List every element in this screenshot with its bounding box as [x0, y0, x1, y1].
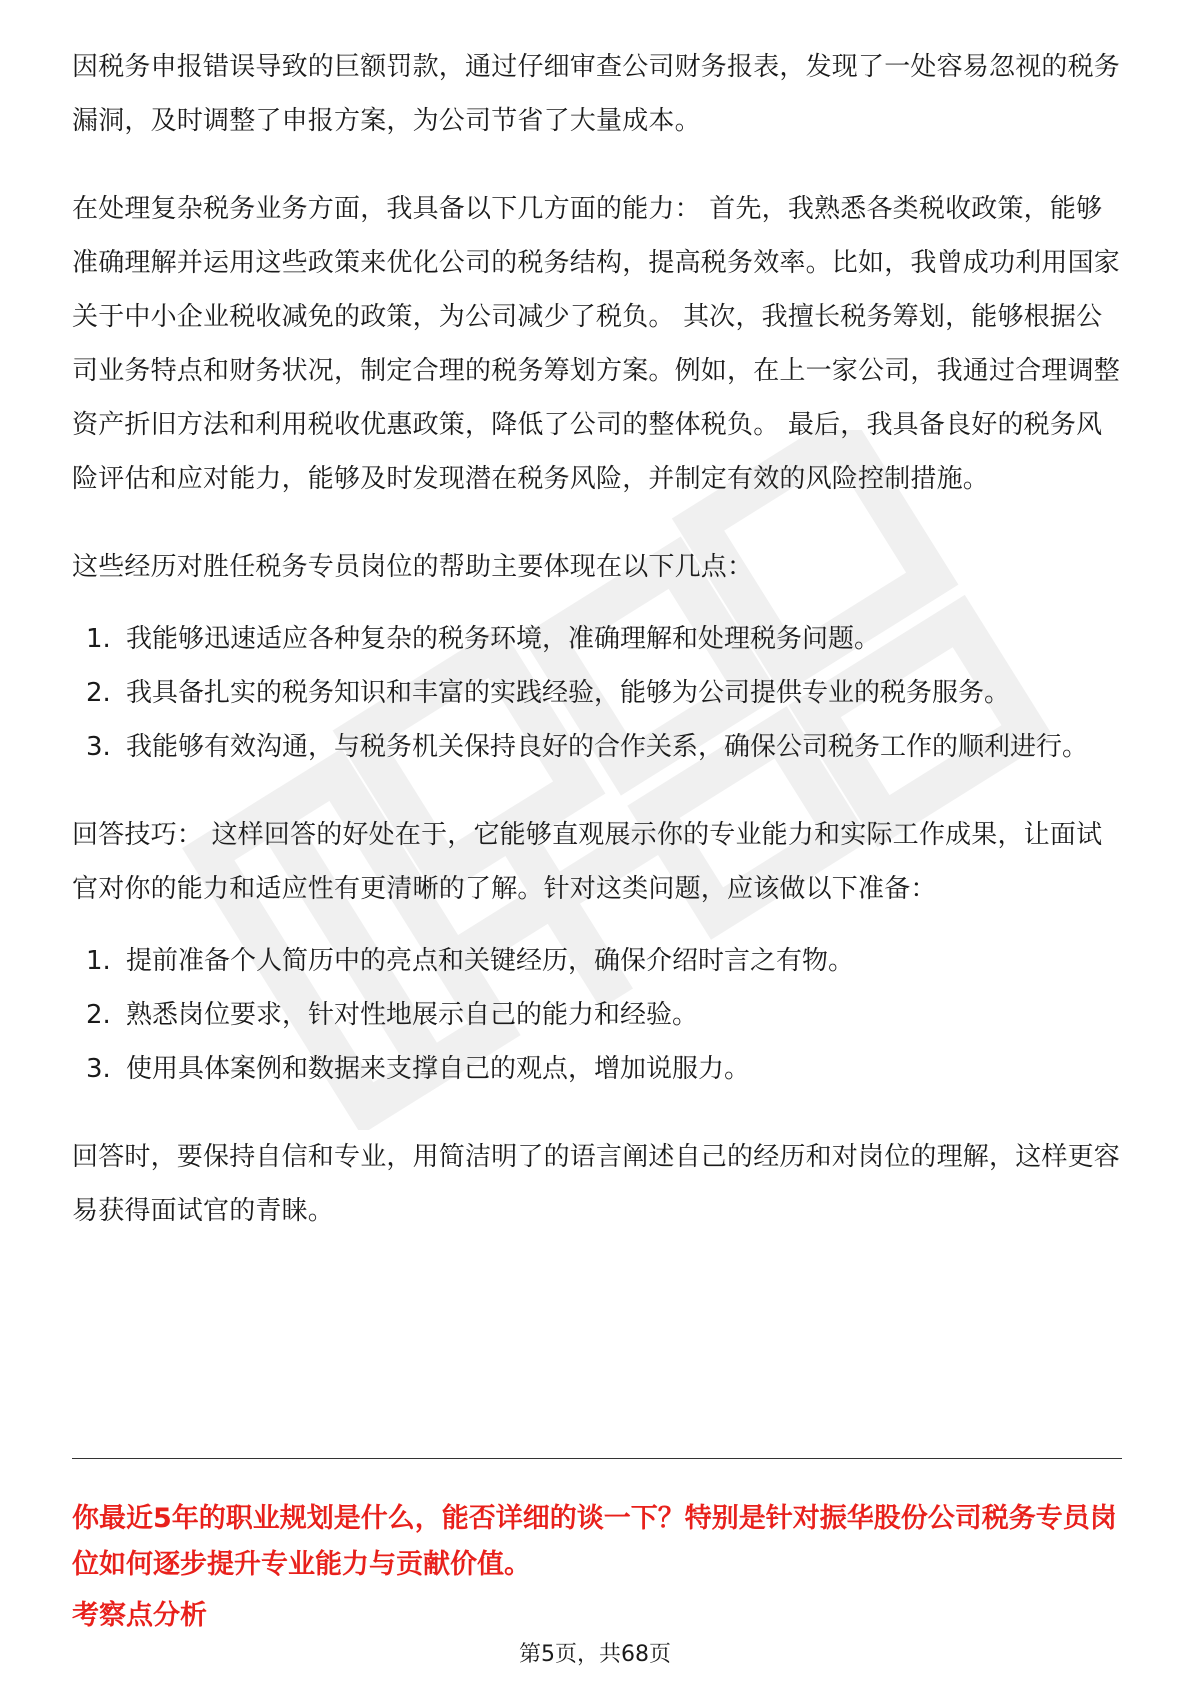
list-item: [72, 1042, 1122, 1096]
experience-benefit-list: [72, 612, 1122, 774]
list-item-text: 我能够有效沟通，与税务机关保持良好的合作关系，确保公司税务工作的顺利进行。: [126, 732, 1089, 762]
page-footer: 第5页，共68页: [519, 1642, 671, 1667]
document-body: [72, 40, 1122, 1272]
paragraph-answer-tips: 回答技巧： 这样回答的好处在于，它能够直观展示你的专业能力和实际工作成果，让面试官对你的能力和适应性有更清晰的了解。针对这类问题，应该做以下准备：: [72, 820, 1103, 904]
list-item: [72, 934, 1122, 988]
paragraph-abilities: 在处理复杂税务业务方面，我具备以下几方面的能力： 首先，我熟悉各类税收政策，能够准确理解并运用这些政策来优化公司的税务结构，提高税务效率。比如，我曾成功利用国家关于中小企业税收减免的政策，为公司减少了税负。 其次，我擅长税务筹划，能够根据公司业务特点和财务状况，制定合理的税务筹划方案。例如，在上一家公司，我通过合理调整资产折旧方法和利用税收优惠政策，降低了公司的整体税负。 最后，我具备良好的税务风险评估和应对能力，能够及时发现潜在税务风险，并制定有效的风险控制措施。: [72, 194, 1121, 494]
list-item: [72, 988, 1122, 1042]
interview-question: 你最近5年的职业规划是什么，能否详细的谈一下？特别是针对振华股份公司税务专员岗位如何逐步提升专业能力与贡献价值。: [72, 1503, 1117, 1580]
list-item: [72, 720, 1122, 774]
section-heading: 考察点分析: [72, 1600, 207, 1631]
paragraph-closing: 回答时，要保持自信和专业，用简洁明了的语言阐述自己的经历和对岗位的理解，这样更容易获得面试官的青睐。: [72, 1142, 1121, 1226]
list-number: 3.: [86, 732, 111, 762]
paragraph-experience-intro: 这些经历对胜任税务专员岗位的帮助主要体现在以下几点：: [72, 552, 754, 582]
list-number: 2.: [86, 1000, 111, 1030]
list-item: [72, 666, 1122, 720]
paragraph-tax-penalty: 因税务申报错误导致的巨额罚款，通过仔细审查公司财务报表，发现了一处容易忽视的税务漏洞，及时调整了申报方案，为公司节省了大量成本。: [72, 52, 1121, 136]
list-number: 1.: [86, 624, 111, 654]
list-number: 1.: [86, 946, 111, 976]
list-item-text: 我具备扎实的税务知识和丰富的实践经验，能够为公司提供专业的税务服务。: [126, 678, 1011, 708]
section-divider: [72, 1458, 1122, 1459]
list-item-text: 我能够迅速适应各种复杂的税务环境，准确理解和处理税务问题。: [126, 624, 881, 654]
list-item: [72, 612, 1122, 666]
list-number: 2.: [86, 678, 111, 708]
list-item-text: 使用具体案例和数据来支撑自己的观点，增加说服力。: [126, 1054, 751, 1084]
preparation-list: [72, 934, 1122, 1096]
list-number: 3.: [86, 1054, 111, 1084]
list-item-text: 熟悉岗位要求，针对性地展示自己的能力和经验。: [126, 1000, 699, 1030]
list-item-text: 提前准备个人简历中的亮点和关键经历，确保介绍时言之有物。: [126, 946, 855, 976]
